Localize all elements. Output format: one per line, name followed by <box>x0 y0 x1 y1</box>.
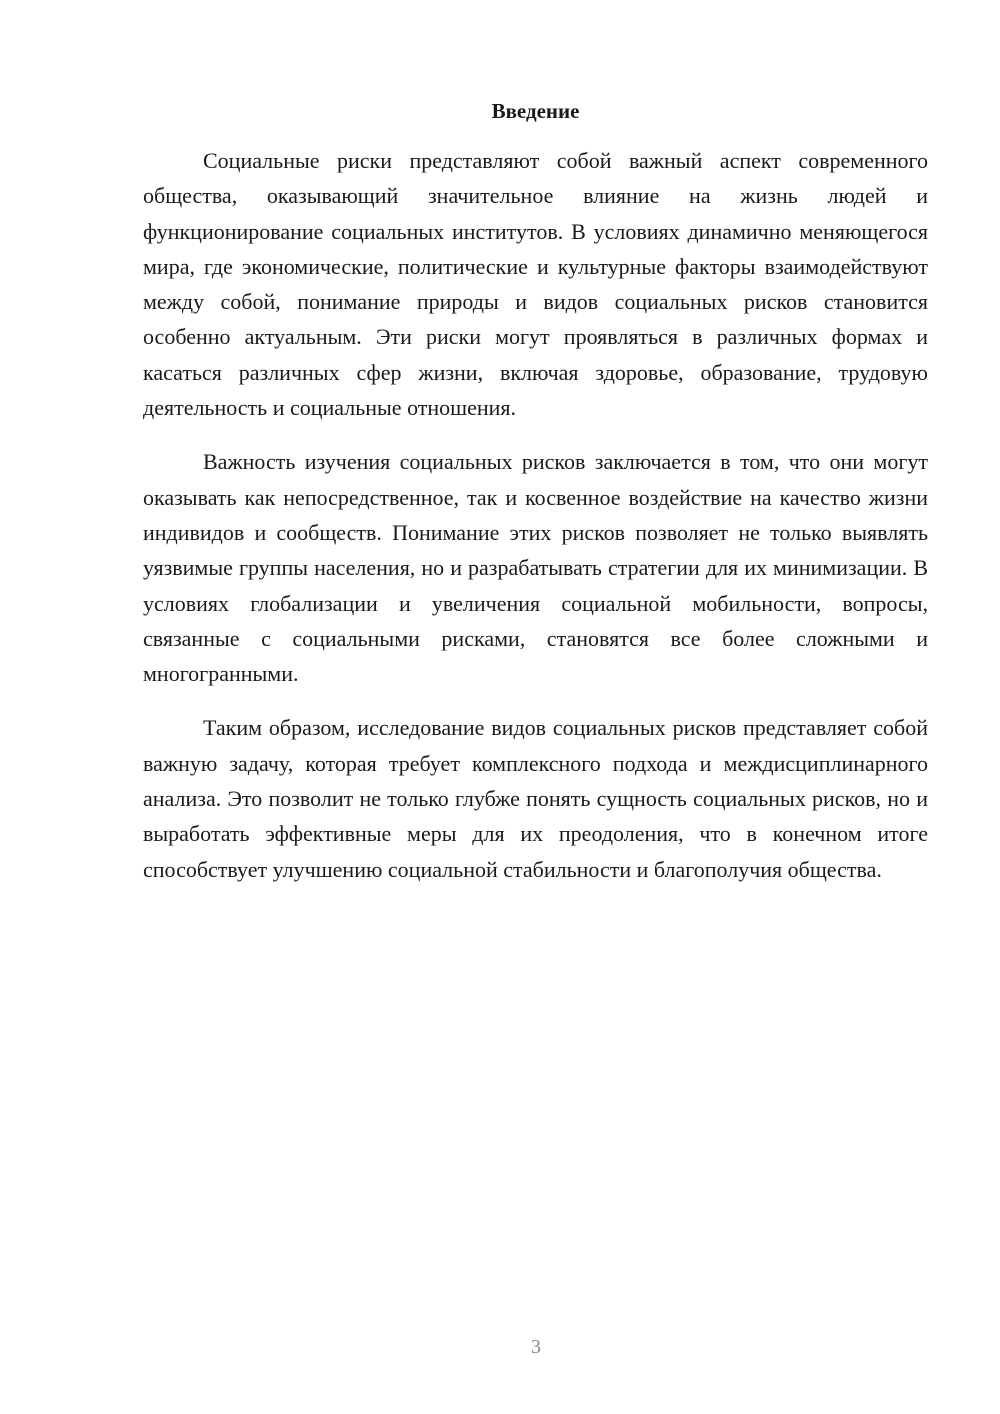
paragraph-2: Важность изучения социальных рисков заключается в том, что они могут оказывать как непосредственное, так и косвенное воздействие на качество жизни индивидов и сообществ. Понимание этих рисков позволяет не только выявлять уязвимые группы населения, но и разрабатывать стратегии для их минимизации. В условиях глобализации и увеличения социальной мобильности, вопросы, связанные с социальными рисками, становятся все более сложными и многогранными. <box>143 449 928 687</box>
page-number: 3 <box>531 1336 541 1358</box>
paragraph-3: Таким образом, исследование видов социальных рисков представляет собой важную задачу, которая требует комплексного подхода и междисциплинарного анализа. Это позволит не только глубже понять сущность социальных рисков, но и выработать эффективные меры для их преодоления, что в конечном итоге способствует улучшению социальной стабильности и благополучия общества. <box>143 715 928 882</box>
body-text <box>143 143 928 906</box>
section-title: Введение <box>491 99 580 123</box>
paragraph-1: Социальные риски представляют собой важный аспект современного общества, оказывающий значительное влияние на жизнь людей и функционирование социальных институтов. В условиях динамично меняющегося мира, где экономические, политические и культурные факторы взаимодействуют между собой, понимание природы и видов социальных рисков становится особенно актуальным. Эти риски могут проявляться в различных формах и касаться различных сфер жизни, включая здоровье, образование, трудовую деятельность и социальные отношения. <box>143 148 928 421</box>
